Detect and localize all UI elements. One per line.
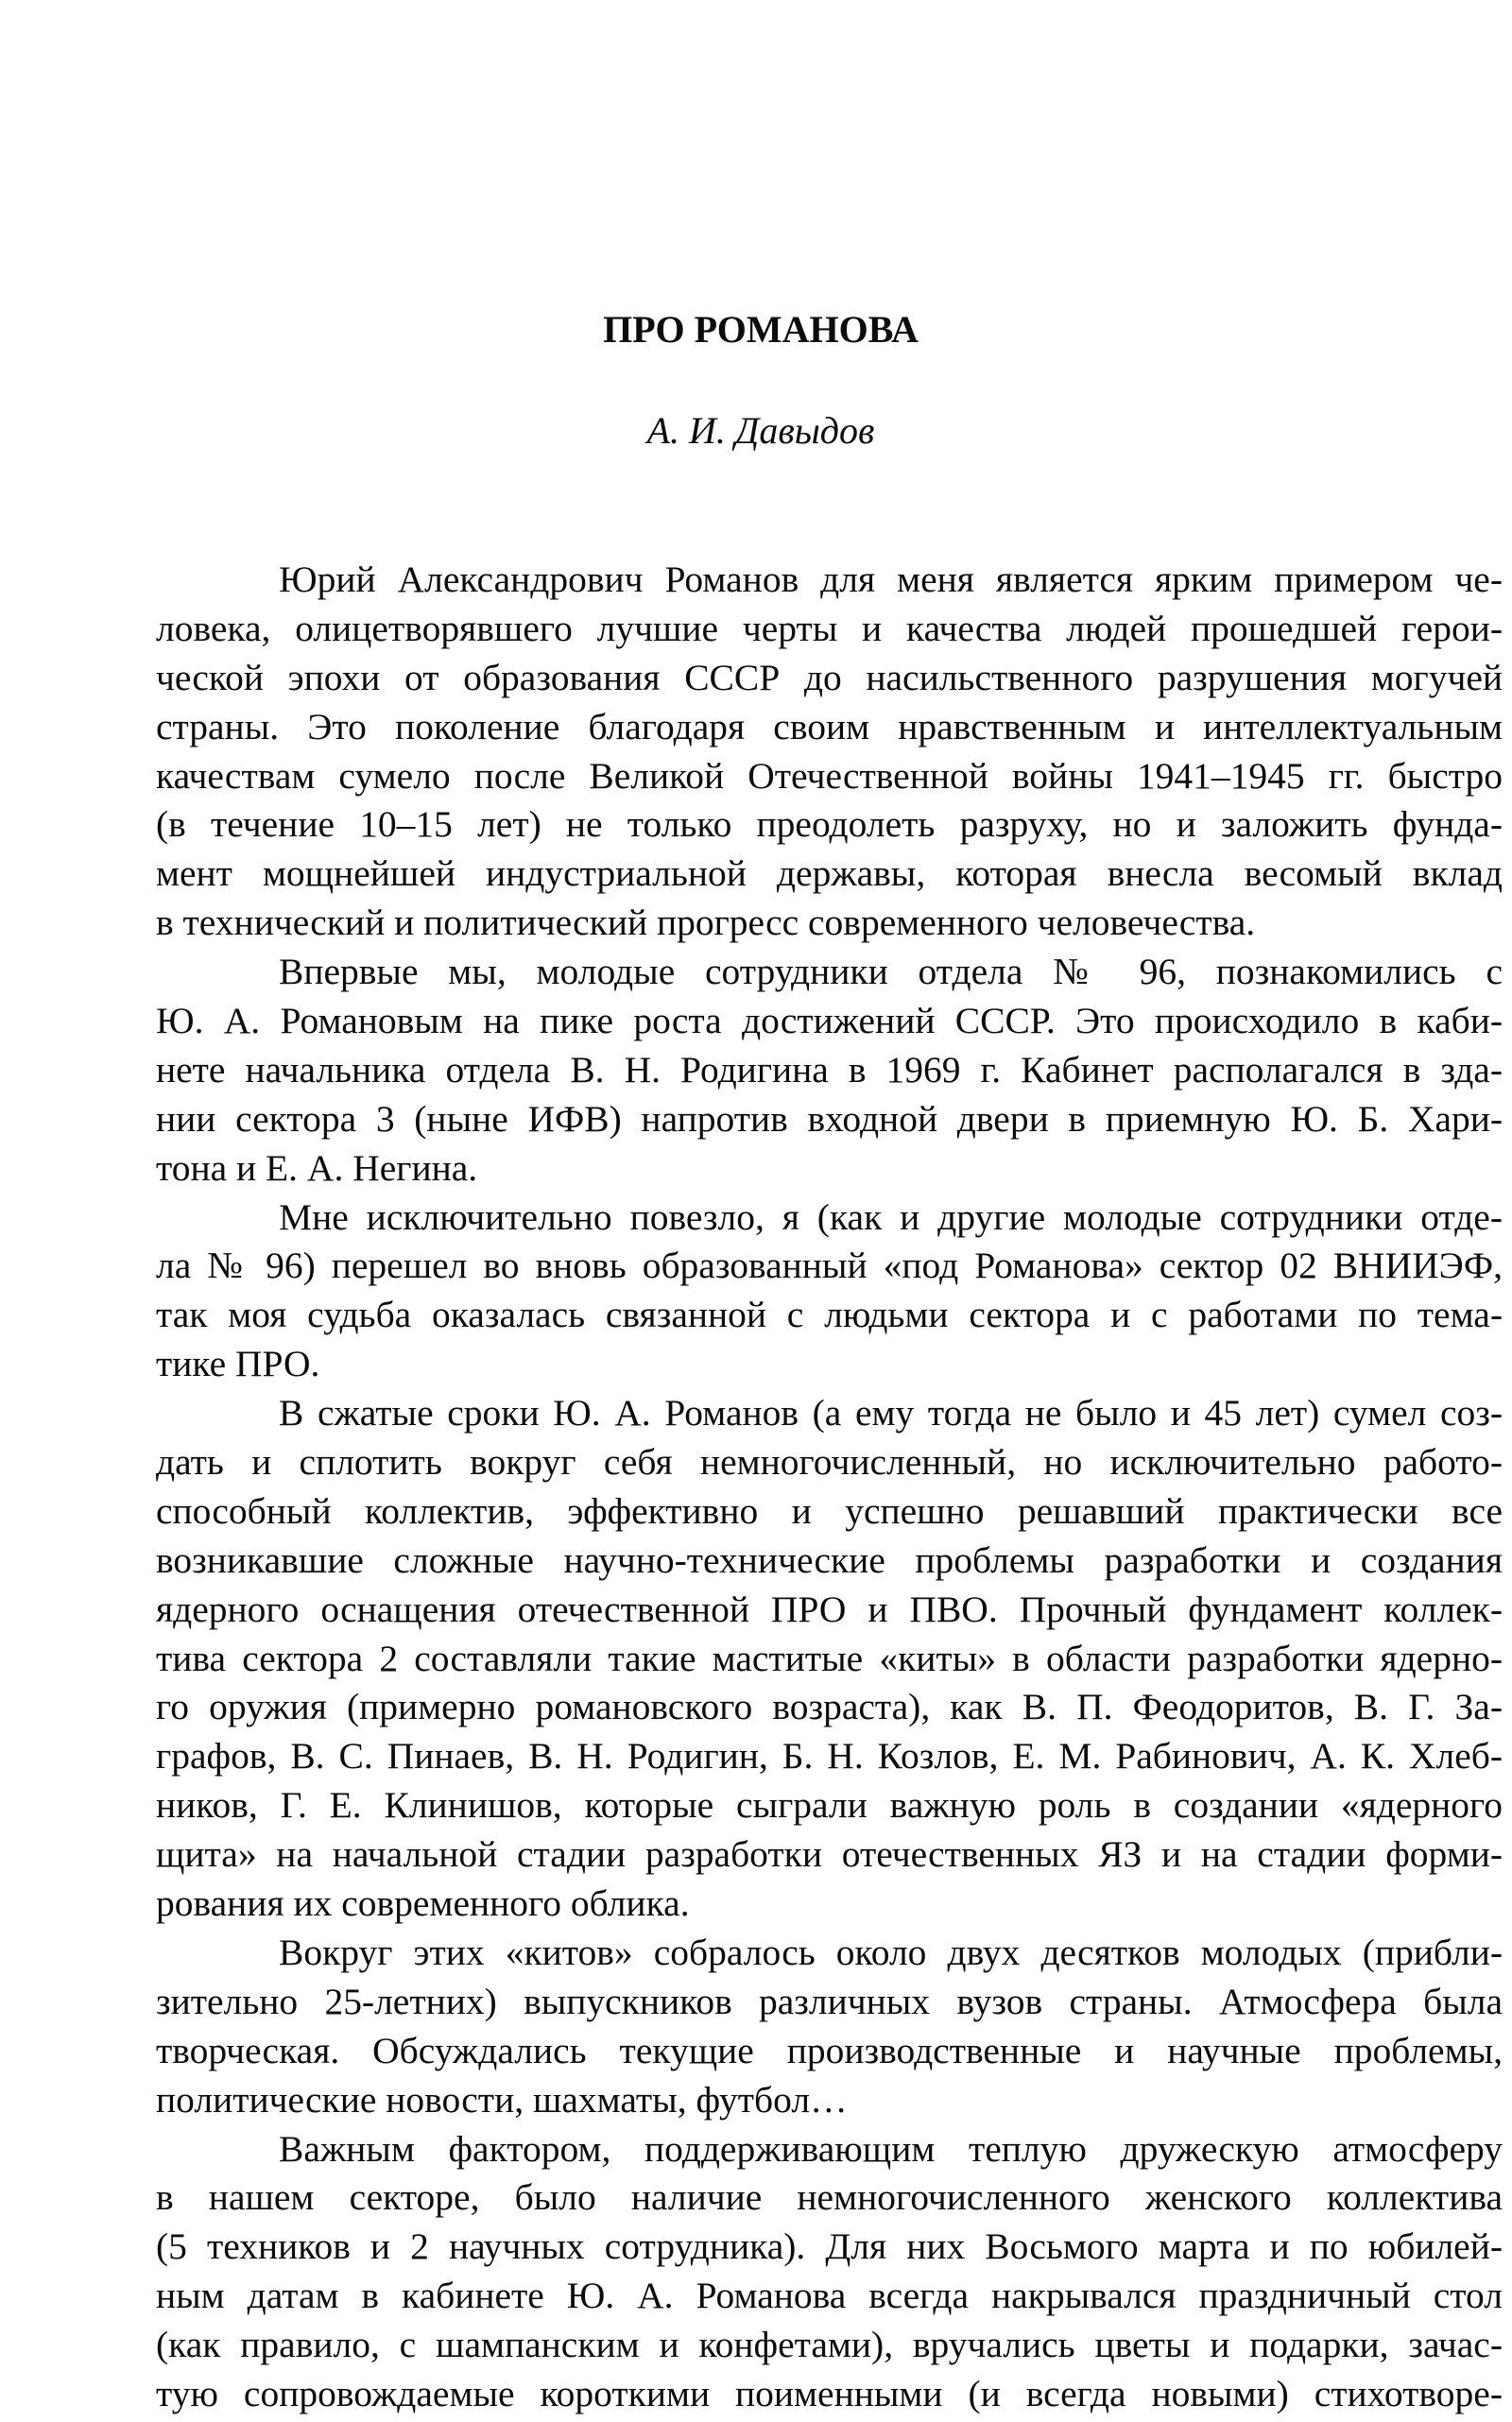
text-line: Юрий Александрович Романов для меня является ярким примером че- — [279, 558, 1503, 600]
paragraph — [156, 2125, 1503, 2419]
text-line: так моя судьба оказалась связанной с людьми сектора и с работами по тема- — [156, 1294, 1503, 1336]
paragraph — [156, 1929, 1503, 2125]
text-line: в нашем секторе, было наличие немногочисленного женского коллектива — [156, 2176, 1503, 2219]
text-line: ловека, олицетворявшего лучшие черты и качества людей прошедшей герои- — [156, 607, 1503, 649]
text-line: графов, В. С. Пинаев, В. Н. Родигин, Б. Н. Козлов, Е. М. Рабинович, А. К. Хлеб- — [156, 1735, 1503, 1778]
text-line: Впервые мы, молодые сотрудники отдела № 96, познакомились с — [279, 951, 1503, 993]
text-line: ников, Г. Е. Клинишов, которые сыграли важную роль в создании «ядерного — [156, 1784, 1503, 1827]
text-line: (в течение 10–15 лет) не только преодолеть разруху, но и заложить фунда- — [156, 803, 1503, 846]
text-line: ным датам в кабинете Ю. А. Романова всегда накрывался праздничный стол — [156, 2275, 1503, 2317]
text-line: тива сектора 2 составляли такие маститые «киты» в области разработки ядерно- — [156, 1637, 1503, 1679]
paragraph — [156, 948, 1503, 1193]
text-line: в технический и политический прогресс современного человечества. — [156, 902, 1256, 944]
text-line: политические новости, шахматы, футбол… — [156, 2078, 848, 2121]
text-line: способный коллектив, эффективно и успешно решавший практически все — [156, 1489, 1503, 1532]
paragraph — [156, 1389, 1503, 1929]
text-line: щита» на начальной стадии разработки отечественных ЯЗ и на стадии форми- — [156, 1833, 1503, 1876]
text-line: ческой эпохи от образования СССР до насильственного разрушения могучей — [156, 656, 1503, 698]
text-line: тую сопровождаемые короткими поименными (и всегда новыми) стихотворе- — [156, 2372, 1503, 2414]
article-author: А. И. Давыдов — [646, 409, 875, 452]
text-line: Вокруг этих «китов» собралось около двух десятков молодых (прибли- — [279, 1931, 1503, 1973]
text-line: ла № 96) перешел во вновь образованный «под Романова» сектор 02 ВНИИЭФ, — [156, 1245, 1503, 1287]
article-title: ПРО РОМАНОВА — [603, 308, 919, 351]
text-line: дать и сплотить вокруг себя немногочисленный, но исключительно работо- — [156, 1441, 1503, 1484]
text-line: ядерного оснащения отечественной ПРО и ПВО. Прочный фундамент коллек- — [156, 1588, 1503, 1630]
text-line: тона и Е. А. Негина. — [156, 1146, 478, 1189]
text-line: качествам сумело после Великой Отечественной войны 1941–1945 гг. быстро — [156, 754, 1503, 797]
document-page — [156, 0, 1503, 2422]
text-line: Мне исключительно повезло, я (как и другие молодые сотрудники отде- — [279, 1195, 1503, 1238]
text-line: рования их современного облика. — [156, 1882, 690, 1925]
article-body — [156, 556, 1503, 2419]
text-line: нии сектора 3 (ныне ИФВ) напротив входной двери в приемную Ю. Б. Хари- — [156, 1097, 1503, 1140]
text-line: Важным фактором, поддерживающим теплую дружескую атмосферу — [279, 2127, 1503, 2170]
text-line: нете начальника отдела В. Н. Родигина в 1969 г. Кабинет располагался в зда- — [156, 1048, 1503, 1091]
text-line: (как правило, с шампанским и конфетами), вручались цветы и подарки, зачас- — [156, 2324, 1503, 2366]
paragraph — [156, 556, 1503, 948]
text-line: (5 техников и 2 научных сотрудника). Для них Восьмого марта и по юбилей- — [156, 2225, 1503, 2268]
text-line: творческая. Обсуждались текущие производственные и научные проблемы, — [156, 2029, 1503, 2071]
text-line: мент мощнейшей индустриальной державы, которая внесла весомый вклад — [156, 852, 1503, 895]
paragraph — [156, 1194, 1503, 1390]
text-line: го оружия (примерно романовского возраста), как В. П. Феодоритов, В. Г. За- — [156, 1686, 1503, 1728]
text-line: тике ПРО. — [156, 1343, 320, 1385]
text-line: зительно 25-летних) выпускников различных вузов страны. Атмосфера была — [156, 1980, 1503, 2022]
text-line: страны. Это поколение благодаря своим нравственным и интеллектуальным — [156, 705, 1503, 747]
text-line: В сжатые сроки Ю. А. Романов (а ему тогда не было и 45 лет) сумел соз- — [279, 1392, 1503, 1434]
text-line: Ю. А. Романовым на пике роста достижений СССР. Это происходило в каби- — [156, 1000, 1503, 1042]
text-line: возникавшие сложные научно-технические проблемы разработки и создания — [156, 1538, 1503, 1581]
